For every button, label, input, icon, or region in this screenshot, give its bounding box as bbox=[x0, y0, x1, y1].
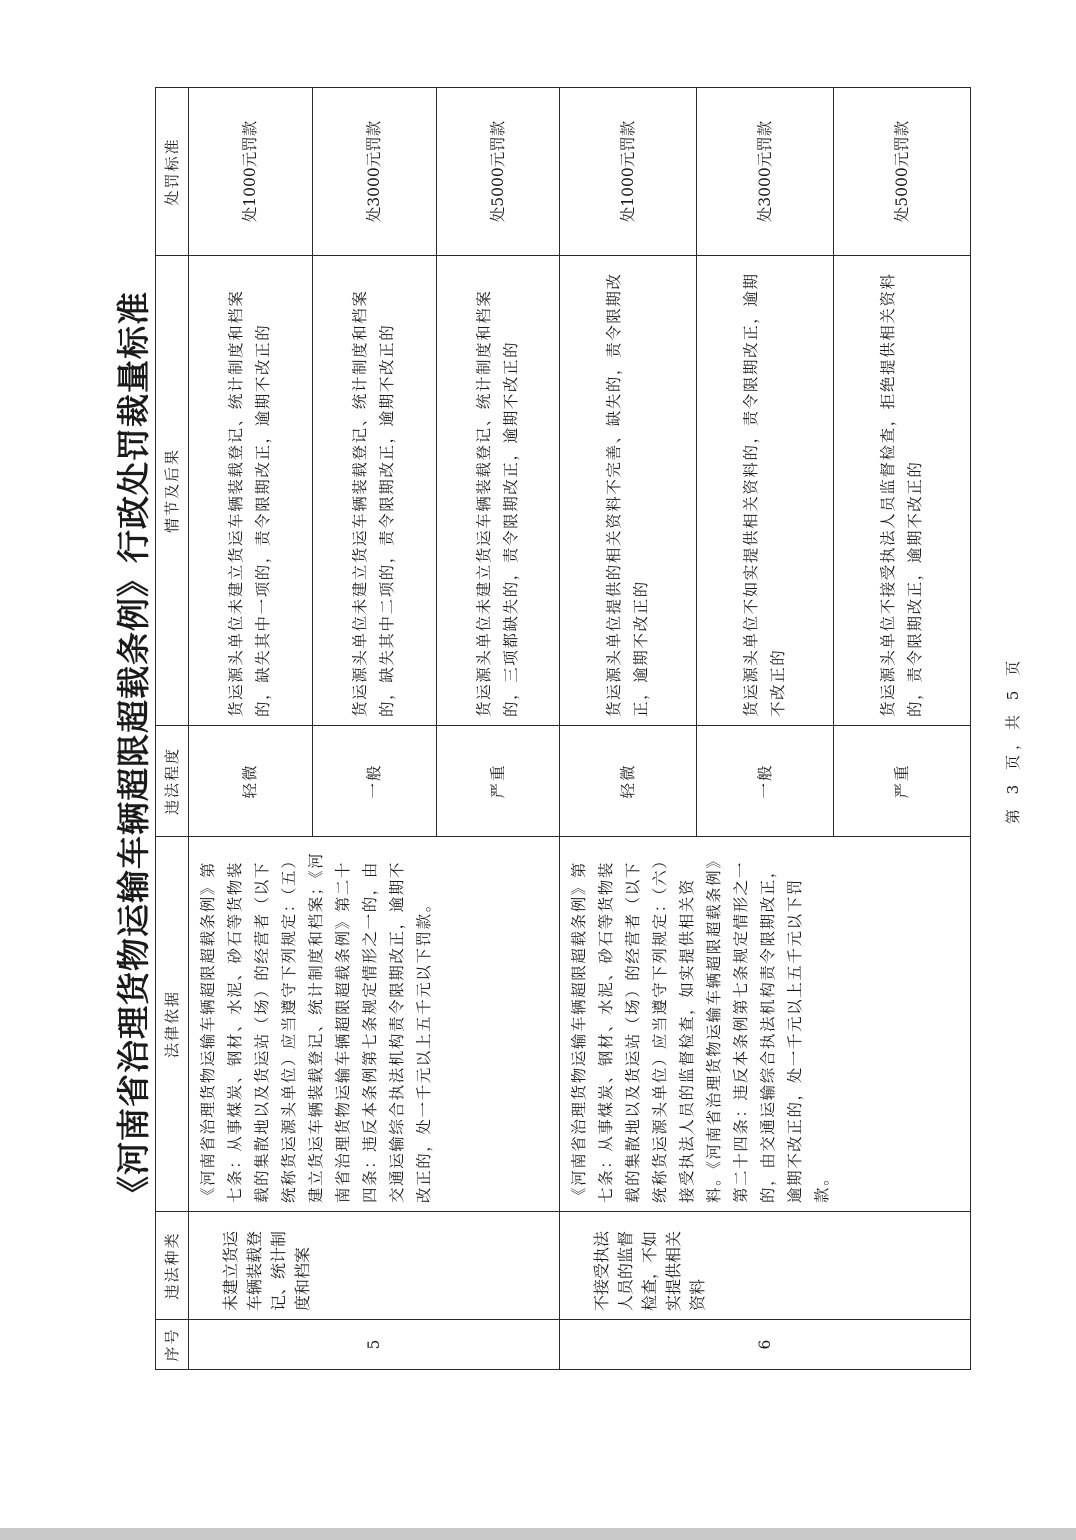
header-consequence: 情节及后果 bbox=[156, 256, 189, 726]
penalty-table bbox=[155, 87, 971, 1370]
cell-degree: 严重 bbox=[436, 726, 560, 837]
cell-seq: 5 bbox=[189, 1320, 560, 1370]
cell-violation-type: 未建立货运车辆装载登记、统计制度和档案 bbox=[189, 1212, 560, 1320]
table-row bbox=[189, 88, 313, 1370]
cell-penalty: 处1000元罚款 bbox=[189, 88, 313, 256]
cell-consequence: 货运源头单位提供的相关资料不完善、缺失的，责令限期改正，逾期不改正的 bbox=[560, 256, 697, 726]
cell-penalty: 处1000元罚款 bbox=[560, 88, 697, 256]
cell-degree: 一般 bbox=[312, 726, 436, 837]
cell-seq: 6 bbox=[560, 1320, 971, 1370]
header-penalty: 处罚标准 bbox=[156, 88, 189, 256]
cell-penalty: 处3000元罚款 bbox=[697, 88, 834, 256]
cell-degree: 严重 bbox=[834, 726, 971, 837]
cell-consequence: 货运源头单位未建立货运车辆装载登记、统计制度和档案的，三项都缺失的，责令限期改正，逾期不改正的 bbox=[436, 256, 560, 726]
cell-consequence: 货运源头单位未建立货运车辆装载登记、统计制度和档案的，缺失其中一项的，责令限期改正，逾期不改正的 bbox=[189, 256, 313, 726]
cell-degree: 轻微 bbox=[189, 726, 313, 837]
cell-consequence: 货运源头单位不接受执法人员监督检查，拒绝提供相关资料的，责令限期改正，逾期不改正的 bbox=[834, 256, 971, 726]
header-type: 违法种类 bbox=[156, 1212, 189, 1320]
cell-legal-basis: 《河南省治理货物运输车辆超限超载条例》第七条：从事煤炭、钢材、水泥、砂石等货物装载的集散地以及货运站（场）的经营者（以下统称货运源头单位）应当遵守下列规定：（五）建立货运车辆装载登记、统计制度和档案；《河南省治理货物运输车辆超限超载条例》第二十四条：违反本条例第七条规定情形之一的，由交通运输综合执法机构责令限期改正，逾期不改正的，处一千元以上五千元以下罚款。 bbox=[189, 837, 560, 1212]
cell-degree: 轻微 bbox=[560, 726, 697, 837]
header-seq: 序号 bbox=[156, 1320, 189, 1370]
header-degree: 违法程度 bbox=[156, 726, 189, 837]
document-title: 《河南省治理货物运输车辆超限超载条例》行政处罚裁量标准 bbox=[114, 291, 153, 1209]
cell-consequence: 货运源头单位未建立货运车辆装载登记、统计制度和档案的，缺失其中二项的，责令限期改正，逾期不改正的 bbox=[312, 256, 436, 726]
page-number: 第 3 页，共 5 页 bbox=[1004, 655, 1022, 825]
cell-penalty: 处5000元罚款 bbox=[834, 88, 971, 256]
header-law: 法律依据 bbox=[156, 837, 189, 1212]
cell-degree: 一般 bbox=[697, 726, 834, 837]
cell-consequence: 货运源头单位不如实提供相关资料的，责令限期改正，逾期不改正的 bbox=[697, 256, 834, 726]
table-header-row bbox=[156, 88, 189, 1370]
cell-penalty: 处5000元罚款 bbox=[436, 88, 560, 256]
cell-legal-basis: 《河南省治理货物运输车辆超限超载条例》第七条：从事煤炭、钢材、水泥、砂石等货物装载的集散地以及货运站（场）的经营者（以下统称货运源头单位）应当遵守下列规定：（六）接受执法人员的监督检查，如实提供相关资料。《河南省治理货物运输车辆超限超载条例》第二十四条：违反本条例第七条规定情形之一的，由交通运输综合执法机构责令限期改正，逾期不改正的，处一千元以上五千元以下罚款。 bbox=[560, 837, 971, 1212]
cell-violation-type: 不接受执法人员的监督检查，不如实提供相关资料 bbox=[560, 1212, 971, 1320]
viewer-bottom-bar bbox=[0, 1528, 1076, 1540]
table-row bbox=[560, 88, 697, 1370]
cell-penalty: 处3000元罚款 bbox=[312, 88, 436, 256]
